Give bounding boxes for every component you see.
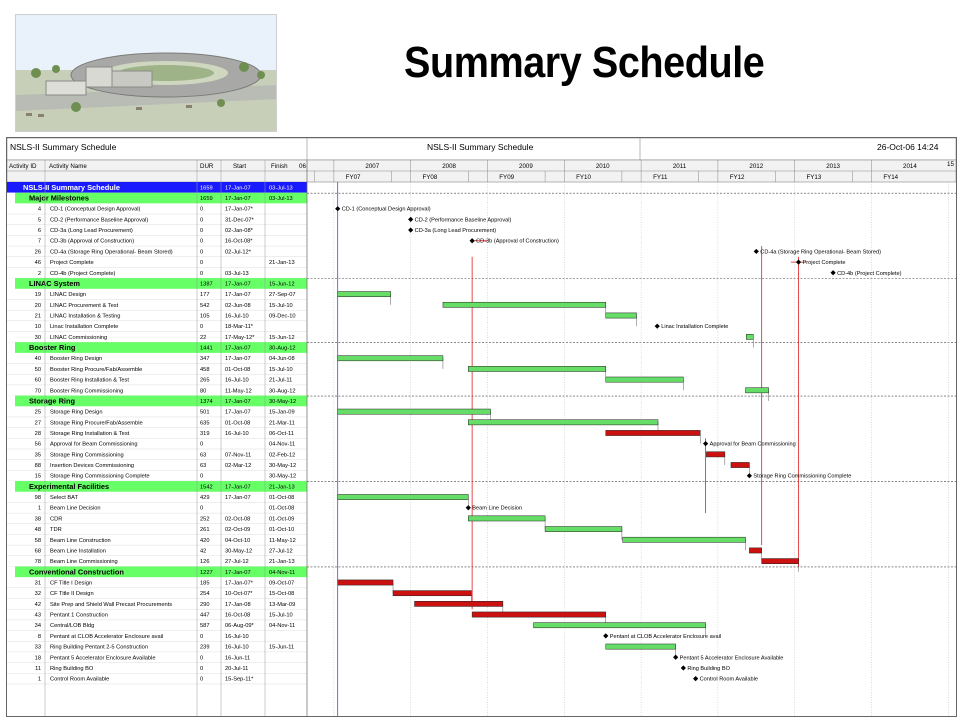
row-name: Conventional Construction — [29, 567, 124, 577]
milestone-label: CD-4b (Project Complete) — [837, 270, 902, 277]
row-start: 02-Jul-12* — [225, 249, 251, 256]
gantt-bar — [338, 494, 469, 499]
milestone-label: Linac Installation Complete — [661, 324, 729, 331]
row-dur: 447 — [200, 612, 210, 619]
gantt-bar — [746, 334, 753, 339]
gantt-chart — [7, 138, 956, 716]
row-id: 32 — [34, 591, 41, 598]
row-finish: 02-Feb-12 — [269, 452, 296, 459]
row-finish: 01-Oct-09 — [269, 516, 295, 523]
row-name: Booster Ring Installation & Test — [50, 377, 129, 384]
row-finish: 09-Dec-10 — [269, 313, 296, 320]
row-dur: 177 — [200, 292, 210, 299]
row-name: Central/LOB Bldg — [50, 623, 95, 630]
row-finish: 03-Jul-13 — [269, 196, 293, 203]
row-dur: 290 — [200, 601, 210, 608]
col-header-dur: DUR — [200, 163, 214, 170]
row-name: Storage Ring Commissioning Complete — [50, 473, 150, 480]
row-id: 33 — [34, 644, 41, 651]
gantt-bar — [393, 591, 471, 596]
timeline-edge-left: 06 — [299, 163, 306, 170]
row-name: Pentant 1 Construction — [50, 612, 108, 619]
milestone-label: CD-3b (Approval of Construction) — [476, 238, 559, 245]
row-dur: 22 — [200, 334, 207, 341]
row-id: 19 — [34, 292, 41, 299]
row-id: 8 — [37, 633, 41, 640]
row-start: 17-Jan-07 — [225, 569, 251, 576]
row-name: LINAC Procurement & Test — [50, 302, 119, 309]
col-header-start: Start — [233, 163, 247, 170]
row-name: Beam Line Construction — [50, 537, 111, 544]
row-start: 17-Jan-07 — [225, 356, 251, 363]
row-start: 30-May-12 — [225, 548, 253, 555]
row-start: 02-Oct-09 — [225, 527, 251, 534]
row-id: 10 — [34, 324, 41, 331]
fiscal-year-label: FY14 — [883, 174, 899, 181]
row-dur: 542 — [200, 302, 210, 309]
fiscal-year-label: FY08 — [422, 174, 438, 181]
row-id: 4 — [37, 206, 41, 213]
row-dur: 0 — [200, 249, 204, 256]
row-id: 78 — [34, 559, 41, 566]
row-dur: 0 — [200, 655, 204, 662]
col-header-id: Activity ID — [9, 163, 37, 170]
row-start: 15-Sep-11* — [225, 676, 254, 683]
row-name: LINAC Design — [50, 292, 87, 299]
row-dur: 635 — [200, 420, 210, 427]
timeline-edge-right: 15 — [947, 161, 954, 168]
row-start: 20-Jul-11 — [225, 665, 249, 672]
gantt-bar — [534, 623, 706, 628]
row-start: 01-Oct-08 — [225, 366, 251, 373]
fiscal-year-label: FY12 — [729, 174, 745, 181]
row-finish: 15-Jun-12 — [269, 334, 295, 341]
row-name: Linac Installation Complete — [50, 324, 119, 331]
row-dur: 261 — [200, 527, 210, 534]
row-id: 31 — [34, 580, 41, 587]
row-name: Storage Ring Installation & Test — [50, 430, 130, 437]
row-id: 88 — [34, 463, 41, 470]
row-dur: 80 — [200, 388, 207, 395]
row-finish: 15-Jun-11 — [269, 644, 295, 651]
row-dur: 265 — [200, 377, 210, 384]
row-start: 02-Jan-08* — [225, 228, 253, 235]
row-name: Ring Building Pentant 2-5 Construction — [50, 644, 149, 651]
row-start: 11-May-12 — [225, 388, 252, 395]
row-finish: 21-Jan-13 — [269, 260, 295, 267]
row-start: 27-Jul-12 — [225, 559, 249, 566]
row-dur: 420 — [200, 537, 210, 544]
row-dur: 1387 — [200, 281, 213, 288]
row-name: Storage Ring — [29, 396, 75, 406]
col-header-name: Activity Name — [49, 163, 87, 170]
row-finish: 01-Oct-10 — [269, 527, 295, 534]
row-dur: 1374 — [200, 398, 213, 405]
row-name: LINAC Installation & Testing — [50, 313, 121, 320]
fiscal-year-label: FY13 — [806, 174, 822, 181]
gantt-bar — [606, 377, 684, 382]
row-name: Beam Line Commissioning — [50, 559, 118, 566]
row-name: Booster Ring Procure/Fab/Assemble — [50, 366, 143, 373]
row-id: 25 — [34, 409, 41, 416]
gantt-bar — [472, 612, 606, 617]
row-finish: 21-Jul-11 — [269, 377, 293, 384]
row-dur: 458 — [200, 366, 210, 373]
gantt-bar — [468, 420, 658, 425]
row-id: 70 — [34, 388, 41, 395]
row-name: Select BAT — [50, 495, 79, 502]
row-name: CDR — [50, 516, 63, 523]
row-start: 07-Nov-11 — [225, 452, 252, 459]
row-start: 17-Jan-07 — [225, 196, 251, 203]
row-finish: 30-May-12 — [269, 463, 297, 470]
row-start: 17-Jan-07 — [225, 345, 251, 352]
gantt-bar — [338, 580, 393, 585]
row-name: Major Milestones — [29, 193, 89, 203]
gantt-bar — [338, 356, 443, 361]
row-start: 02-Mar-12 — [225, 463, 252, 470]
facility-rendering-image — [15, 14, 277, 132]
gantt-bar — [468, 516, 545, 521]
row-finish: 30-May-12 — [269, 473, 297, 480]
row-dur: 0 — [200, 473, 204, 480]
row-start: 16-Jul-10 — [225, 430, 249, 437]
gantt-bar — [706, 452, 724, 457]
row-start: 04-Oct-10 — [225, 537, 251, 544]
row-name: Beam Line Installation — [50, 548, 106, 555]
milestone-label: Approval for Beam Commissioning — [709, 441, 796, 448]
header-center-title: NSLS-II Summary Schedule — [427, 142, 534, 152]
row-name: CD-2 (Performance Baseline Approval) — [50, 217, 149, 224]
gantt-bar — [746, 388, 769, 393]
row-id: 34 — [34, 623, 41, 630]
row-dur: 42 — [200, 548, 207, 555]
row-finish: 21-Mar-11 — [269, 420, 295, 427]
row-name: Booster Ring — [29, 343, 76, 353]
row-name: NSLS-II Summary Schedule — [23, 182, 120, 192]
row-dur: 239 — [200, 644, 210, 651]
row-name: Beam Line Decision — [50, 505, 101, 512]
row-finish: 21-Jan-13 — [269, 484, 295, 491]
gantt-bar — [623, 537, 746, 542]
gantt-bar — [415, 601, 503, 606]
row-dur: 252 — [200, 516, 210, 523]
year-label: 2013 — [826, 163, 840, 170]
row-id: 50 — [34, 366, 41, 373]
row-id: 6 — [37, 228, 41, 235]
row-name: CD-4a (Storage Ring Operational- Beam Stored) — [50, 249, 173, 256]
row-dur: 1542 — [200, 484, 213, 491]
col-header-finish: Finish — [271, 163, 288, 170]
row-start: 17-Jan-07* — [225, 206, 253, 213]
row-finish: 01-Oct-08 — [269, 505, 295, 512]
row-start: 16-Oct-08* — [225, 238, 253, 245]
year-label: 2010 — [595, 163, 610, 170]
row-name: CD-1 (Conceptual Design Approval) — [50, 206, 141, 213]
row-name: Booster Ring Design — [50, 356, 103, 363]
row-finish: 11-May-12 — [269, 537, 296, 544]
row-dur: 0 — [200, 238, 204, 245]
row-dur: 254 — [200, 591, 210, 598]
year-label: 2014 — [903, 163, 917, 170]
row-finish: 30-Aug-12 — [269, 388, 296, 395]
row-dur: 0 — [200, 441, 204, 448]
row-name: CF Title II Design — [50, 591, 94, 598]
row-id: 30 — [34, 334, 41, 341]
facility-rendering — [16, 15, 277, 132]
row-finish: 15-Jul-10 — [269, 612, 293, 619]
row-id: 43 — [34, 612, 41, 619]
row-start: 17-Jan-07 — [225, 484, 251, 491]
row-id: 20 — [34, 302, 41, 309]
row-dur: 0 — [200, 270, 204, 277]
row-id: 2 — [37, 270, 41, 277]
row-name: Ring Building BO — [50, 665, 94, 672]
row-dur: 1441 — [200, 345, 213, 352]
row-name: CD-3a (Long Lead Procurement) — [50, 228, 133, 235]
row-start: 17-Jan-07 — [225, 185, 251, 192]
milestone-label: Control Room Available — [699, 676, 758, 683]
row-dur: 347 — [200, 356, 210, 363]
row-dur: 0 — [200, 633, 204, 640]
gantt-bar — [731, 462, 749, 467]
row-start: 03-Jul-13 — [225, 270, 249, 277]
row-name: CD-4b (Project Complete) — [50, 270, 116, 277]
milestone-label: Project Complete — [802, 260, 846, 267]
row-name: Storage Ring Commissioning — [50, 452, 124, 459]
row-dur: 1659 — [200, 185, 213, 192]
year-label: 2009 — [519, 163, 533, 170]
row-finish: 21-Jan-13 — [269, 559, 295, 566]
row-start: 17-May-12* — [225, 334, 255, 341]
gantt-bar — [545, 527, 622, 532]
row-name: LINAC System — [29, 279, 80, 289]
row-name: LINAC Commissioning — [50, 334, 108, 341]
year-label: 2012 — [749, 163, 764, 170]
row-name: Booster Ring Commissioning — [50, 388, 124, 395]
row-start: 17-Jan-07* — [225, 580, 253, 587]
schedule-frame — [6, 137, 957, 717]
row-finish: 04-Jun-08 — [269, 356, 295, 363]
row-dur: 0 — [200, 206, 204, 213]
row-start: 17-Jan-07 — [225, 409, 251, 416]
milestone-label: CD-2 (Performance Baseline Approval) — [414, 217, 512, 224]
row-id: 42 — [34, 601, 41, 608]
row-id: 5 — [37, 217, 41, 224]
gantt-bar — [606, 313, 637, 318]
row-start: 17-Jan-07 — [225, 281, 251, 288]
row-dur: 0 — [200, 228, 204, 235]
row-dur: 587 — [200, 623, 210, 630]
row-dur: 63 — [200, 463, 207, 470]
row-name: CD-3b (Approval of Construction) — [50, 238, 135, 245]
row-dur: 0 — [200, 505, 204, 512]
row-finish: 09-Oct-07 — [269, 580, 295, 587]
row-dur: 0 — [200, 324, 204, 331]
row-start: 06-Aug-09* — [225, 623, 254, 630]
milestone-label: Pentant 5 Accelerator Enclosure Available — [679, 655, 784, 662]
row-start: 31-Dec-07* — [225, 217, 254, 224]
row-id: 1 — [37, 505, 41, 512]
milestone-label: CD-3a (Long Lead Procurement) — [414, 228, 497, 235]
row-name: Insertion Devices Commissioning — [50, 463, 135, 470]
gantt-bar — [749, 548, 761, 553]
row-finish: 15-Jul-10 — [269, 302, 293, 309]
row-name: Project Complete — [50, 260, 94, 267]
row-name: TDR — [50, 527, 62, 534]
row-finish: 30-May-12 — [269, 398, 297, 405]
row-start: 18-Mar-11* — [225, 324, 254, 331]
row-name: Storage Ring Design — [50, 409, 103, 416]
year-label: 2007 — [365, 163, 380, 170]
row-start: 17-Jan-07 — [225, 495, 251, 502]
row-dur: 126 — [200, 559, 210, 566]
row-id: 38 — [34, 516, 41, 523]
row-start: 16-Jun-11 — [225, 655, 251, 662]
row-name: Storage Ring Procure/Fab/Assemble — [50, 420, 143, 427]
row-id: 1 — [37, 676, 41, 683]
row-dur: 0 — [200, 665, 204, 672]
row-name: Site Prep and Shield Wall Precast Procurements — [50, 601, 173, 608]
row-finish: 03-Jul-13 — [269, 185, 293, 192]
header-date: 26-Oct-06 14:24 — [877, 142, 939, 152]
row-id: 18 — [34, 655, 41, 662]
row-finish: 27-Jul-12 — [269, 548, 293, 555]
row-start: 17-Jan-07 — [225, 292, 251, 299]
row-finish: 04-Nov-11 — [269, 569, 296, 576]
row-name: CF Title I Design — [50, 580, 93, 587]
row-id: 60 — [34, 377, 41, 384]
row-dur: 105 — [200, 313, 210, 320]
row-dur: 63 — [200, 452, 207, 459]
row-start: 16-Oct-08 — [225, 612, 251, 619]
header-left-title: NSLS-II Summary Schedule — [10, 142, 117, 152]
row-finish: 30-Aug-12 — [269, 345, 296, 352]
row-name: Pentant at CLOB Accelerator Enclosure avail — [50, 633, 164, 640]
row-start: 02-Jun-08 — [225, 302, 251, 309]
row-dur: 0 — [200, 217, 204, 224]
row-id: 48 — [34, 527, 41, 534]
row-id: 27 — [34, 420, 41, 427]
row-finish: 15-Jul-10 — [269, 366, 293, 373]
row-id: 21 — [34, 313, 41, 320]
row-id: 7 — [37, 238, 41, 245]
row-start: 02-Oct-08 — [225, 516, 251, 523]
row-dur: 501 — [200, 409, 210, 416]
row-id: 28 — [34, 430, 41, 437]
gantt-bar — [606, 644, 676, 649]
row-dur: 0 — [200, 676, 204, 683]
row-id: 46 — [34, 260, 41, 267]
milestone-label: Pentant at CLOB Accelerator Enclosure avail — [609, 633, 722, 640]
row-finish: 27-Sep-07 — [269, 292, 296, 299]
milestone-label: Beam Line Decision — [472, 505, 523, 512]
row-id: 68 — [34, 548, 41, 555]
row-dur: 185 — [200, 580, 210, 587]
gantt-bar — [762, 559, 799, 564]
row-start: 16-Jul-10 — [225, 633, 249, 640]
row-finish: 04-Nov-11 — [269, 623, 296, 630]
milestone-label: CD-1 (Conceptual Design Approval) — [341, 206, 431, 213]
row-dur: 429 — [200, 495, 210, 502]
row-finish: 15-Jun-12 — [269, 281, 295, 288]
row-finish: 01-Oct-08 — [269, 495, 295, 502]
row-id: 56 — [34, 441, 41, 448]
gantt-bar — [338, 292, 391, 297]
gantt-bar — [606, 430, 700, 435]
row-finish: 15-Oct-08 — [269, 591, 295, 598]
fiscal-year-label: FY09 — [499, 174, 515, 181]
row-id: 11 — [35, 665, 41, 672]
row-name: Pentant 5 Accelerator Enclosure Available — [50, 655, 156, 662]
row-name: Experimental Facilities — [29, 481, 110, 491]
gantt-bar — [443, 302, 606, 307]
milestone-label: Storage Ring Commissioning Complete — [753, 473, 852, 480]
row-dur: 319 — [200, 430, 210, 437]
gantt-bar — [468, 366, 605, 371]
row-start: 17-Jan-08 — [225, 601, 251, 608]
gantt-bar — [338, 409, 491, 414]
row-id: 58 — [34, 537, 41, 544]
row-name: Approval for Beam Commissioning — [50, 441, 138, 448]
row-start: 16-Jul-10 — [225, 313, 249, 320]
row-finish: 15-Jan-09 — [269, 409, 295, 416]
row-finish: 06-Oct-11 — [269, 430, 294, 437]
page-title: Summary Schedule — [404, 38, 765, 87]
year-label: 2008 — [442, 163, 456, 170]
row-id: 98 — [34, 495, 41, 502]
row-start: 17-Jan-07 — [225, 398, 251, 405]
row-start: 16-Jul-10 — [225, 377, 249, 384]
row-start: 16-Jul-10 — [225, 644, 249, 651]
row-finish: 13-Mar-09 — [269, 601, 296, 608]
fiscal-year-label: FY07 — [345, 174, 361, 181]
row-id: 15 — [34, 473, 41, 480]
row-dur: 0 — [200, 260, 204, 267]
fiscal-year-label: FY11 — [653, 174, 668, 181]
milestone-label: CD-4a (Storage Ring Operational- Beam Stored) — [760, 249, 881, 256]
row-finish: 04-Nov-11 — [269, 441, 296, 448]
row-id: 35 — [34, 452, 41, 459]
fiscal-year-label: FY10 — [576, 174, 591, 181]
milestone-label: Ring Building BO — [687, 665, 730, 672]
row-id: 26 — [34, 249, 41, 256]
row-id: 40 — [34, 356, 41, 363]
year-label: 2011 — [672, 163, 687, 170]
row-start: 01-Oct-08 — [225, 420, 251, 427]
row-name: Control Room Available — [50, 676, 110, 683]
row-dur: 1227 — [200, 569, 213, 576]
row-dur: 1659 — [200, 196, 213, 203]
row-start: 10-Oct-07* — [225, 591, 253, 598]
